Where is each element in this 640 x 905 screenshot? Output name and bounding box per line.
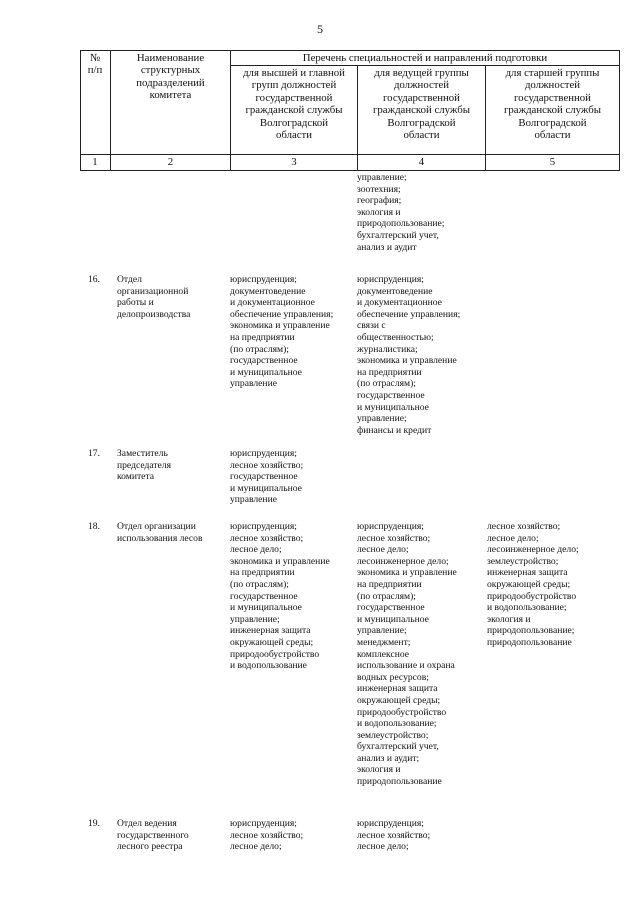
column-number-4: 4: [418, 156, 425, 168]
row-18-higher: юриспруденция; лесное хозяйство; лесное дело; экономика и управление на предприятии (по отраслям); государственное и муниципальное управление; инженерная защита окружающей среды; природообустройство и водопользование: [230, 521, 330, 672]
row-17-higher: юриспруденция; лесное хозяйство; государственное и муниципальное управление: [230, 448, 304, 506]
continuation-text: управление; зоотехния; география; экология и природопользование; бухгалтерский учет, анализ и аудит: [357, 172, 445, 253]
row-16-division: Отдел организационной работы и делопроизводства: [117, 274, 191, 320]
row-17-division: Заместитель председателя комитета: [117, 448, 171, 483]
row-19-division: Отдел ведения государственного лесного реестра: [117, 818, 189, 853]
header-leading-group: для ведущей группы должностей государственной гражданской службы Волгоградской области: [372, 67, 470, 142]
row-16-number: 16.: [88, 274, 100, 285]
row-19-leading: юриспруденция; лесное хозяйство; лесное дело;: [357, 818, 431, 853]
row-16-leading: юриспруденция; документоведение и документационное обеспечение управления; связи с общественностью; журналистика; экономика и управление на предприятии (по отраслям); государственное и муниципальное управление; финансы и кредит: [357, 274, 461, 436]
row-17-number: 17.: [88, 448, 100, 459]
row-18-division: Отдел организации использования лесов: [117, 521, 203, 544]
row-19-number: 19.: [88, 818, 100, 829]
header-division-name: Наименование структурных подразделений комитета: [136, 52, 205, 102]
column-number-5: 5: [549, 156, 556, 168]
column-number-2: 2: [167, 156, 174, 168]
row-19-higher: юриспруденция; лесное хозяйство; лесное дело;: [230, 818, 304, 853]
page-number: 5: [317, 22, 323, 36]
header-senior-group: для старшей группы должностей государственной гражданской службы Волгоградской области: [503, 67, 601, 142]
column-number-1: 1: [92, 156, 98, 168]
row-18-leading: юриспруденция; лесное хозяйство; лесное дело; лесоинженерное дело; экономика и управление на предприятии (по отраслям); государственное и муниципальное управление; менеджмент; комплексное использование и охрана водных ресурсов; инженерная защита окружающей среды; природообустройство и водопользование; землеустройство; бухгалтерский учет, анализ и аудит; экология и природопользование: [357, 521, 457, 788]
row-18-senior: лесное хозяйство; лесное дело; лесоинженерное дело; землеустройство; инженерная защита окружающей среды; природообустройство и водопользование; экология и природопользование; природопользование: [487, 521, 579, 648]
header-higher-group: для высшей и главной групп должностей государственной гражданской службы Волгоградской области: [243, 67, 345, 142]
row-18-number: 18.: [88, 521, 100, 532]
header-specialties-list: Перечень специальностей и направлений подготовки: [302, 52, 548, 64]
row-16-higher: юриспруденция; документоведение и документационное обеспечение управления; экономика и управление на предприятии (по отраслям); государственное и муниципальное управление: [230, 274, 334, 390]
table-header: [80, 50, 620, 172]
header-number: № п/п: [87, 52, 103, 77]
column-number-3: 3: [291, 156, 297, 168]
